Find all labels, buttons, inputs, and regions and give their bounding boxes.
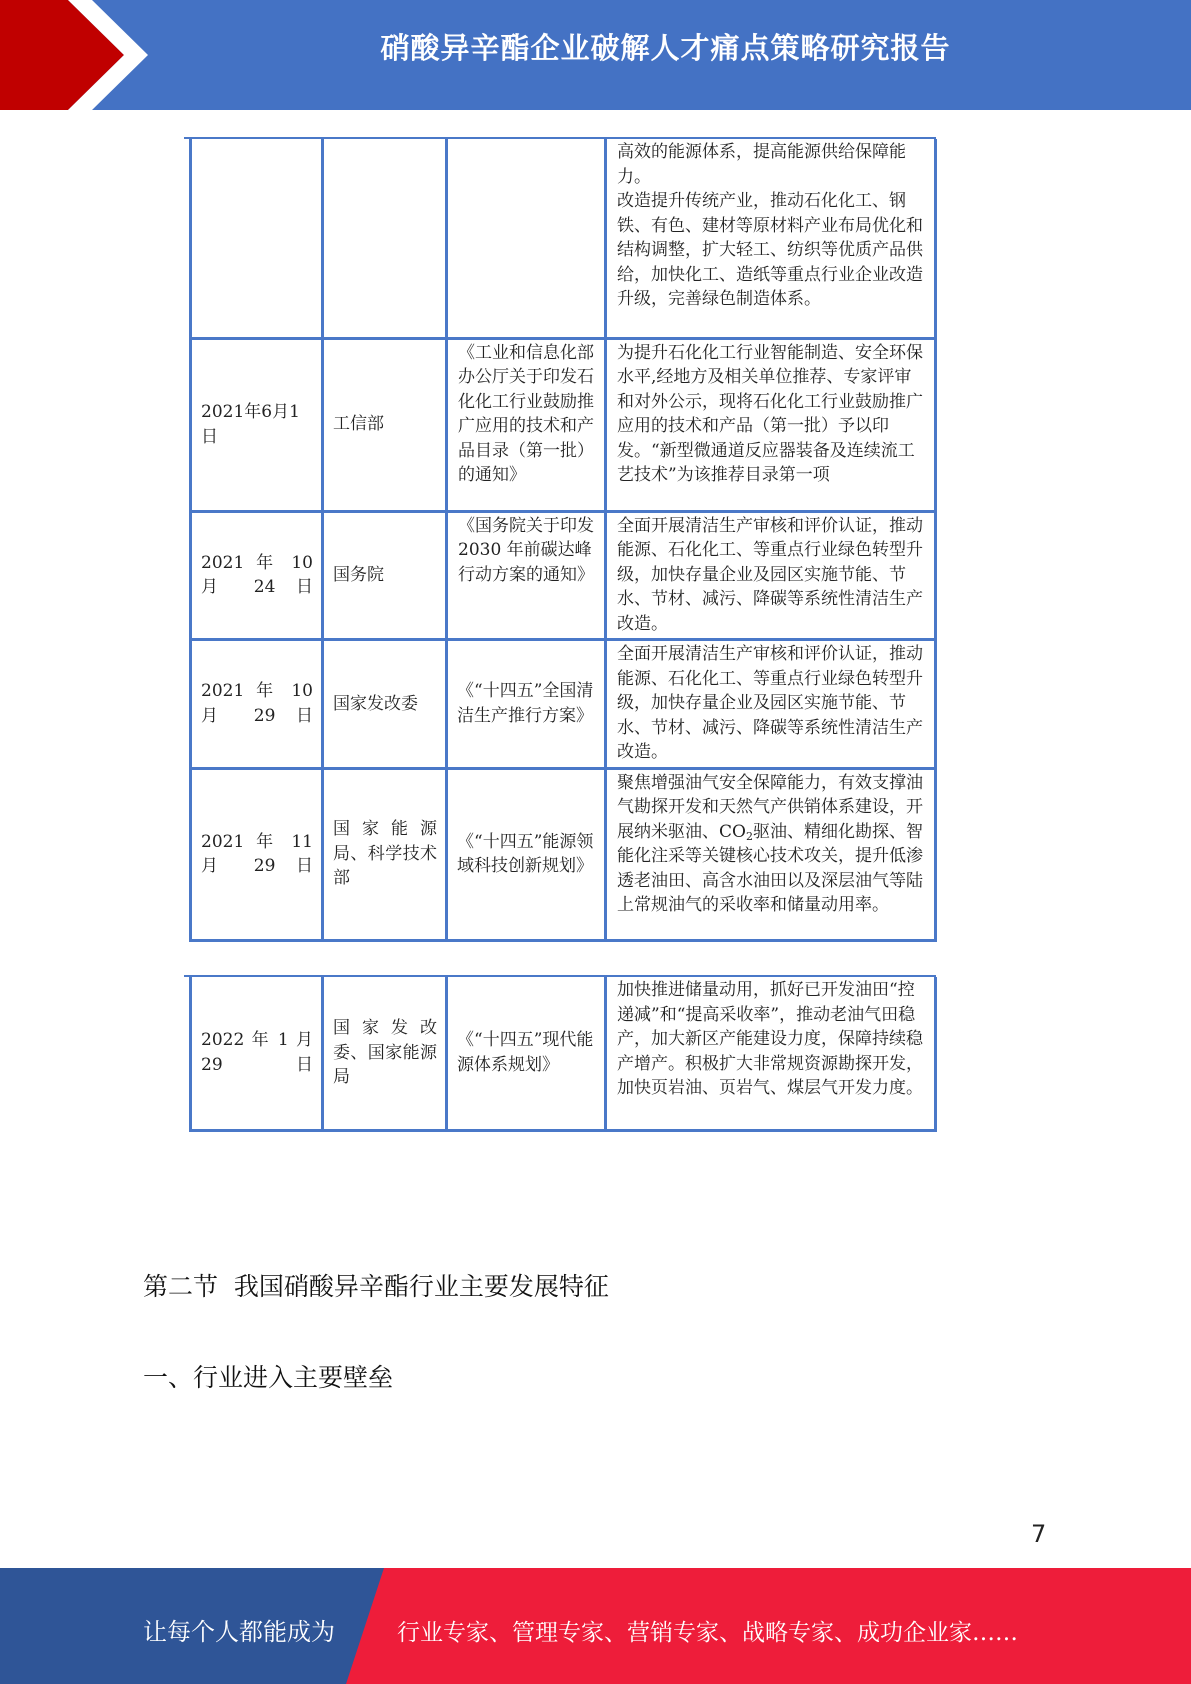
date-cell: 2022 年 1 月 29 日: [191, 977, 323, 1130]
footer-slogan-right: 行业专家、管理专家、营销专家、战略专家、成功企业家……: [397, 1620, 1018, 1646]
page-number: 7: [1031, 1520, 1047, 1548]
dept-cell: 国务院: [323, 511, 447, 640]
doc-cell: 《“十四五”现代能源体系规划》: [447, 977, 606, 1130]
policy-table: [189, 139, 937, 942]
table-row: [191, 977, 936, 1130]
doc-cell: [447, 139, 606, 338]
dept-cell: 国 家 发 改 委、国家能源局: [323, 977, 447, 1130]
footer-slogan-left: 让每个人都能成为: [143, 1618, 335, 1646]
section-title: 第二节 我国硝酸异辛酯行业主要发展特征: [143, 1272, 609, 1301]
policy-table-continued: [189, 977, 937, 1132]
date-cell: [191, 139, 323, 338]
content-cell: [606, 768, 936, 940]
page-header: [0, 0, 1191, 110]
content-cell: 全面开展清洁生产审核和评价认证，推动能源、石化化工、等重点行业绿色转型升级，加快存量企业及园区实施节能、节水、节材、减污、降碳等系统性清洁生产改造。: [606, 640, 936, 769]
date-cell: 2021 年 10 月 29 日: [191, 640, 323, 769]
dept-cell: [323, 139, 447, 338]
doc-cell: 《“十四五”全国清洁生产推行方案》: [447, 640, 606, 769]
dept-cell: 国家发改委: [323, 640, 447, 769]
content-cell: 为提升石化化工行业智能制造、安全环保水平,经地方及相关单位推荐、专家评审和对外公示，现将石化化工行业鼓励推广应用的技术和产品（第一批）予以印发。“新型微通道反应器装备及连续流工艺技术”为该推荐目录第一项: [606, 338, 936, 511]
report-title: 硝酸异辛酯企业破解人才痛点策略研究报告: [380, 31, 951, 65]
content-text-pre: 聚焦增强油气安全保障能力，有效支撑油气勘探开发和天然气产供销体系建设，开展纳米驱油、CO: [617, 772, 923, 842]
date-cell: 2021年6月1日: [191, 338, 323, 511]
table-row: [191, 640, 936, 769]
doc-cell: 《国务院关于印发 2030 年前碳达峰行动方案的通知》: [447, 511, 606, 640]
dept-cell: 国 家 能 源 局、科学技术部: [323, 768, 447, 940]
doc-cell: 《工业和信息化部办公厅关于印发石化化工行业鼓励推广应用的技术和产品目录（第一批）的通知》: [447, 338, 606, 511]
subsection-title: 一、行业进入主要壁垒: [143, 1363, 394, 1392]
table-row: [191, 338, 936, 511]
content-cell: 高效的能源体系，提高能源供给保障能力。 改造提升传统产业，推动石化化工、钢铁、有色、建材等原材料产业布局优化和结构调整，扩大轻工、纺织等优质产品供给，加快化工、造纸等重点行业企业改造升级，完善绿色制造体系。: [606, 139, 936, 338]
doc-cell: 《“十四五”能源领域科技创新规划》: [447, 768, 606, 940]
content-cell: 全面开展清洁生产审核和评价认证，推动能源、石化化工、等重点行业绿色转型升级，加快存量企业及园区实施节能、节水、节材、减污、降碳等系统性清洁生产改造。: [606, 511, 936, 640]
table-row: [191, 139, 936, 338]
table-row: [191, 768, 936, 940]
content-text-post: 驱油、精细化勘探、智能化注采等关键核心技术攻关，提升低渗透老油田、高含水油田以及深层油气等陆上常规油气的采收率和储量动用率。: [617, 821, 923, 915]
date-cell: 2021 年 10 月 24 日: [191, 511, 323, 640]
co2-subscript: 2: [745, 829, 753, 843]
content-cell: 加快推进储量动用，抓好已开发油田“控递减”和“提高采收率”，推动老油气田稳产，加大新区产能建设力度，保障持续稳产增产。积极扩大非常规资源勘探开发，加快页岩油、页岩气、煤层气开发力度。: [606, 977, 936, 1130]
page-footer: [0, 1568, 1191, 1684]
table-row: [191, 511, 936, 640]
date-cell: 2021 年 11 月 29 日: [191, 768, 323, 940]
dept-cell: 工信部: [323, 338, 447, 511]
